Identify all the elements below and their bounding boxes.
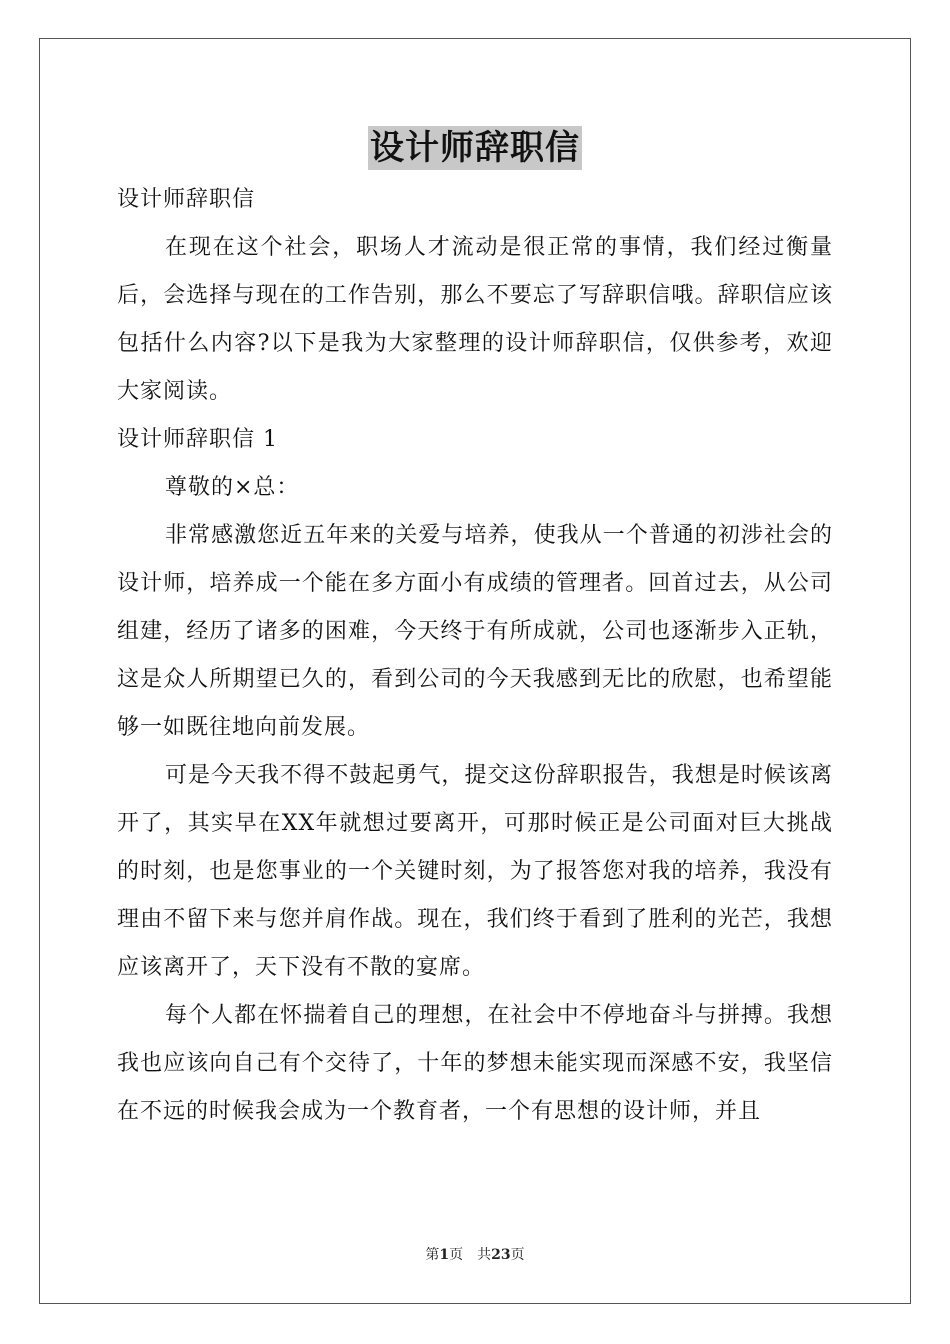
total-prefix: 共 (477, 1247, 492, 1263)
paragraph-body: 每个人都在怀揣着自己的理想，在社会中不停地奋斗与拼搏。我想我也应该向自己有个交待了，十年的梦想未能实现而深感不安，我坚信在不远的时候我会成为一个教育者，一个有思想的设计师，并且 (117, 1003, 833, 1124)
paragraph-intro: 在现在这个社会，职场人才流动是很正常的事情，我们经过衡量后，会选择与现在的工作告别，那么不要忘了写辞职信哦。辞职信应该包括什么内容?以下是我为大家整理的设计师辞职信，仅供参考，欢迎大家阅读。 (117, 235, 833, 404)
total-suffix: 页 (510, 1247, 525, 1263)
title-container (0, 126, 950, 170)
paragraph-body: 非常感激您近五年来的关爱与培养，使我从一个普通的初涉社会的设计师，培养成一个能在多方面小有成绩的管理者。回首过去，从公司组建，经历了诸多的困难，今天终于有所成就，公司也逐渐步入正轨，这是众人所期望已久的，看到公司的今天我感到无比的欣慰，也希望能够一如既往地向前发展。 (117, 523, 833, 740)
paragraph-salutation: 尊敬的×总： (165, 475, 300, 500)
page-footer (0, 1245, 950, 1265)
document-title: 设计师辞职信 (370, 128, 580, 168)
page-suffix: 页 (449, 1247, 464, 1263)
page-prefix: 第 (425, 1247, 440, 1263)
page-number: 1 (439, 1247, 450, 1263)
paragraph-body: 可是今天我不得不鼓起勇气，提交这份辞职报告，我想是时候该离开了，其实早在XX年就想过要离开，可那时候正是公司面对巨大挑战的时刻，也是您事业的一个关键时刻，为了报答您对我的培养，我没有理由不留下来与您并肩作战。现在，我们终于看到了胜利的光芒，我想应该离开了，天下没有不散的宴席。 (117, 763, 833, 980)
paragraph-heading-letter-1: 设计师辞职信 1 (117, 427, 278, 452)
paragraph-subtitle: 设计师辞职信 (117, 187, 256, 212)
total-pages: 23 (491, 1247, 511, 1263)
document-body (117, 176, 833, 1136)
